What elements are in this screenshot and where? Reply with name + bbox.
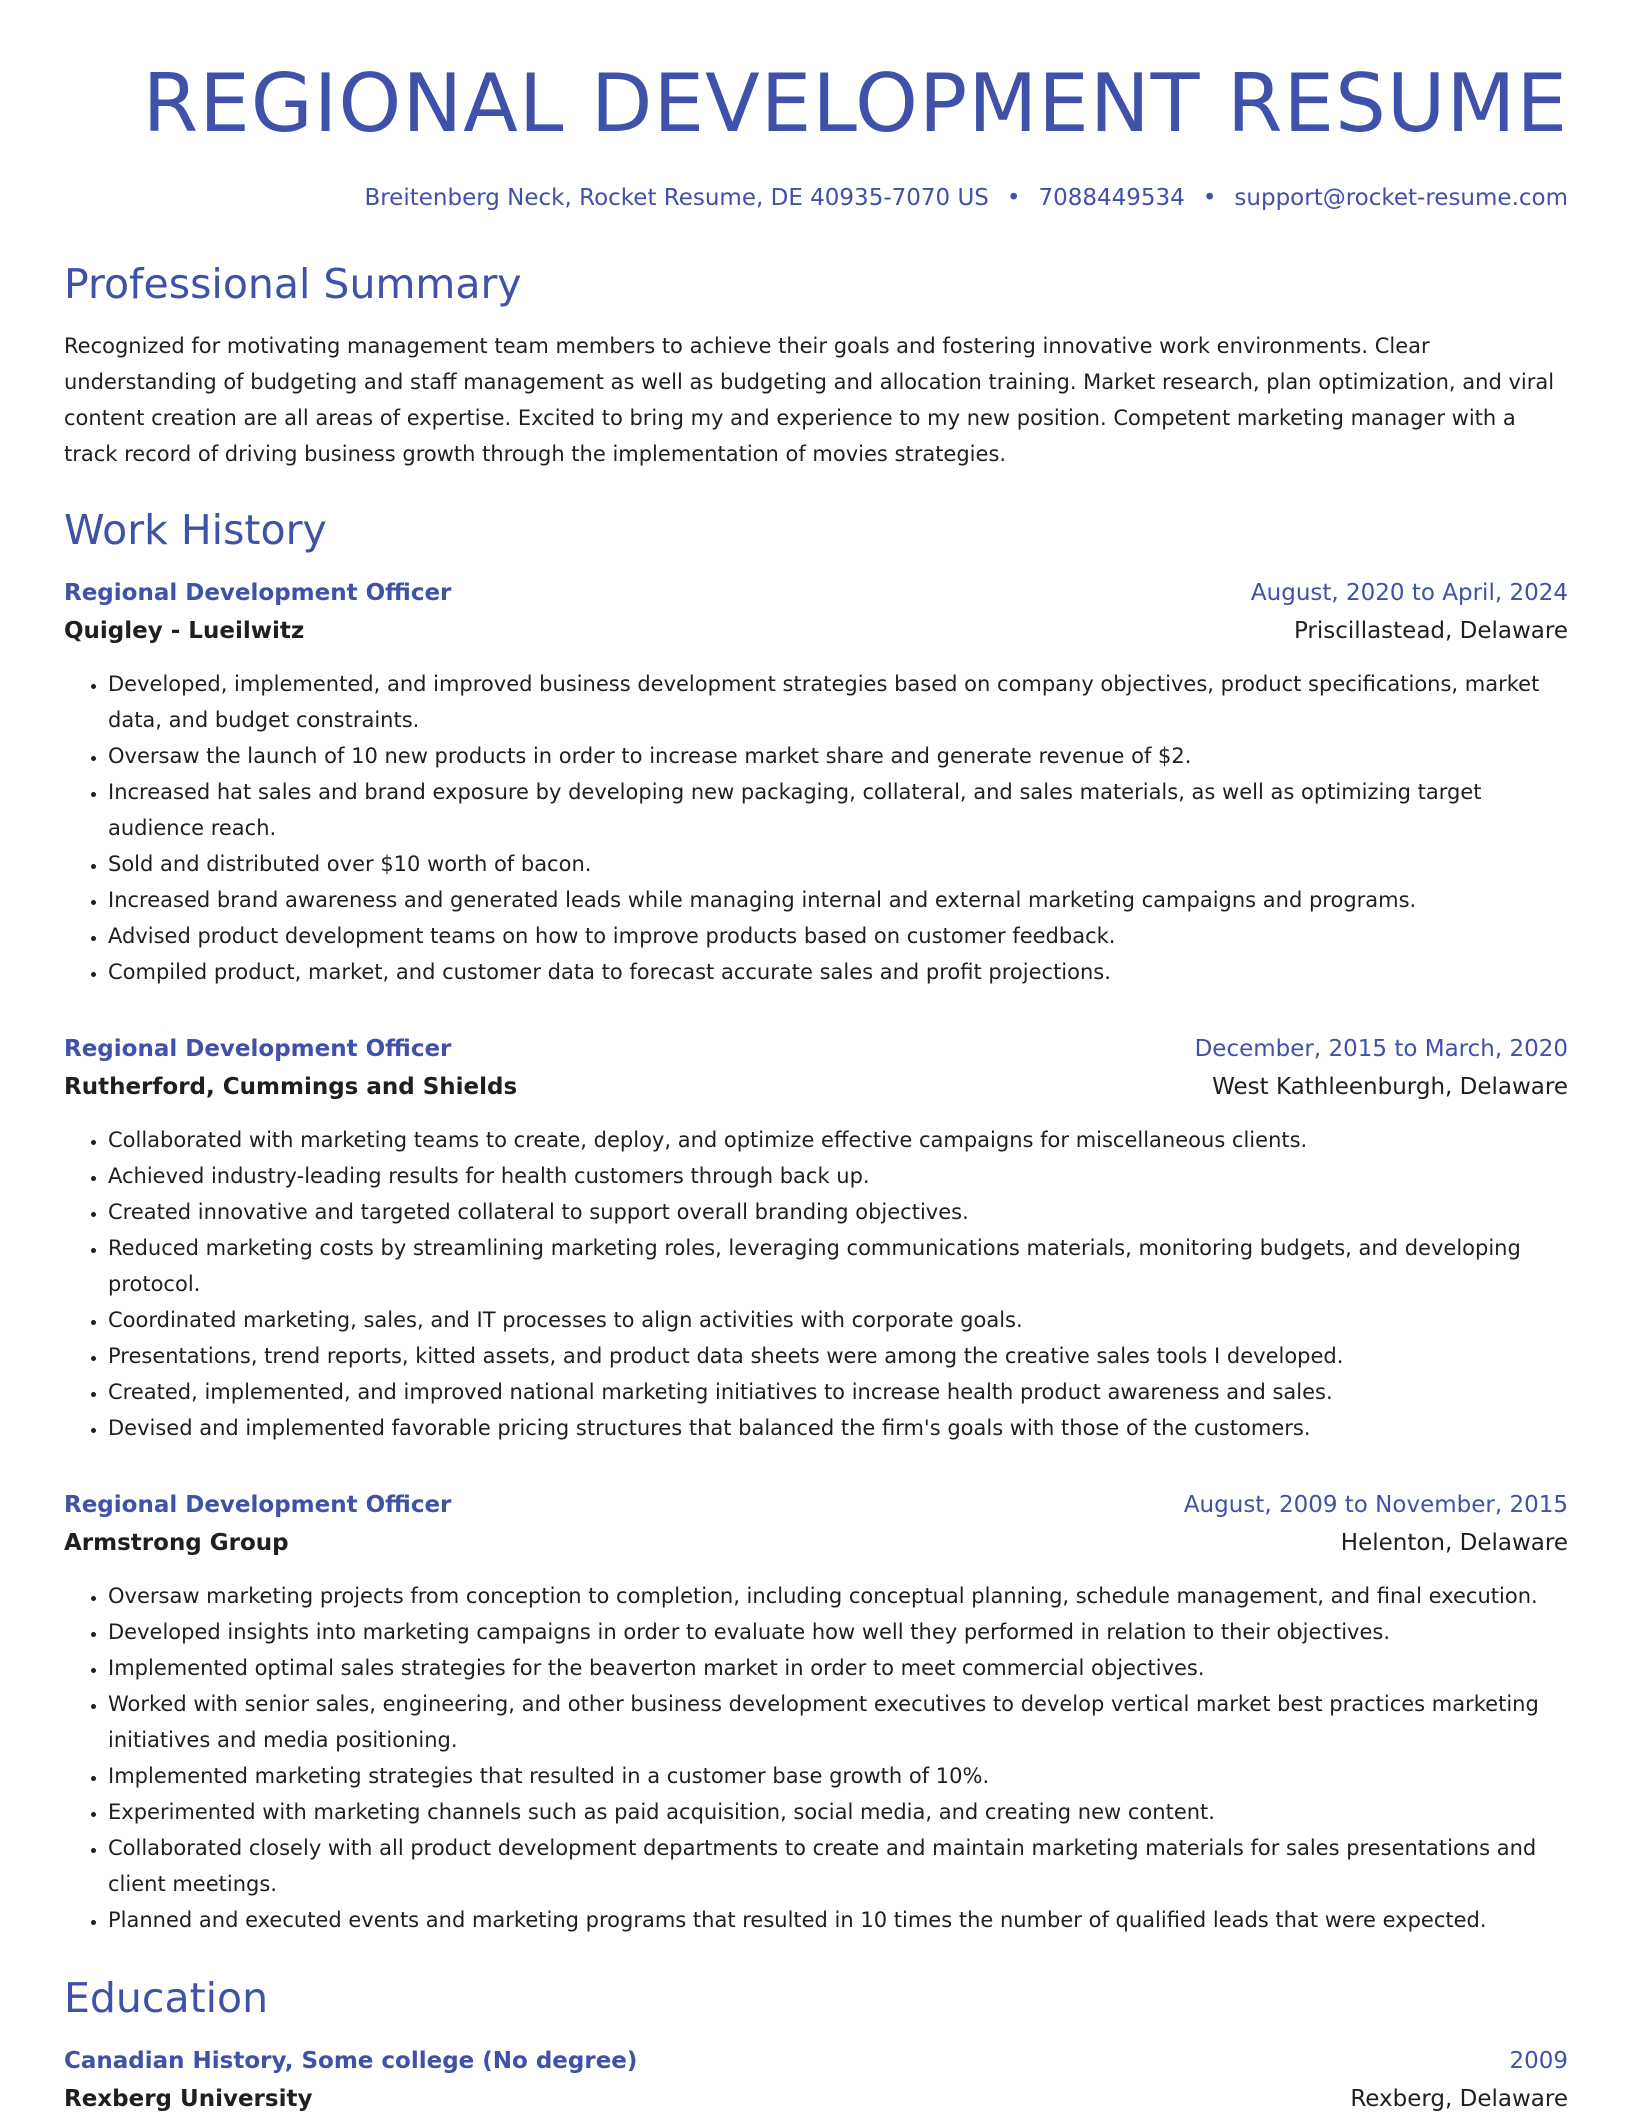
education-school: Rexberg University [64,2086,313,2112]
bullet-item: • Presentations, trend reports, kitted assets, and product data sheets were among the creative sales tools I developed. [108,1338,1568,1374]
bullet-item: • Implemented optimal sales strategies for the beaverton market in order to meet commercial objectives. [108,1650,1568,1686]
job-location: Priscillastead, Delaware [1293,618,1568,644]
job-role: Regional Development Officer [64,1492,452,1518]
job-entry [64,1486,1568,1938]
bullet-item: • Increased hat sales and brand exposure by developing new packaging, collateral, and sales materials, as well as optimizing target audience reach. [108,774,1568,846]
job-dates: August, 2020 to April, 2024 [1250,580,1568,606]
bullet-item: • Oversaw marketing projects from conception to completion, including conceptual planning, schedule management, and final execution. [108,1578,1568,1614]
job-company: Rutherford, Cummings and Shields [64,1074,518,1100]
education-section [64,1970,1568,2118]
job-dates: August, 2009 to November, 2015 [1183,1492,1568,1518]
job-location: Helenton, Delaware [1340,1530,1568,1556]
bullet-item: • Sold and distributed over $10 worth of bacon. [108,846,1568,882]
professional-summary-section [64,256,1568,472]
section-heading: Education [64,1974,269,2022]
job-company: Quigley - Lueilwitz [64,618,305,644]
job-company: Armstrong Group [64,1530,289,1556]
bullet-item: • Experimented with marketing channels such as paid acquisition, social media, and creating new content. [108,1794,1568,1830]
education-entry [64,2042,1568,2118]
work-history-section [64,502,1568,1938]
resume-title: REGIONAL DEVELOPMENT RESUME [142,57,1568,150]
job-role: Regional Development Officer [64,1036,452,1062]
job-entry [64,574,1568,990]
section-heading: Professional Summary [64,260,522,308]
education-year: 2009 [1509,2048,1568,2074]
job-role: Regional Development Officer [64,580,452,606]
bullet-item: • Devised and implemented favorable pricing structures that balanced the firm's goals with those of the customers. [108,1410,1568,1446]
bullet-item: • Collaborated with marketing teams to create, deploy, and optimize effective campaigns for miscellaneous clients. [108,1122,1568,1158]
bullet-item: • Developed insights into marketing campaigns in order to evaluate how well they performed in relation to their objectives. [108,1614,1568,1650]
bullet-item: • Developed, implemented, and improved business development strategies based on company objectives, product specifications, market data, and budget constraints. [108,666,1568,738]
contact-phone: 7088449534 [1038,185,1185,211]
contact-email: support@rocket-resume.com [1234,185,1568,211]
education-location: Rexberg, Delaware [1350,2086,1568,2112]
contact-line [64,182,1568,214]
bullet-item: • Increased brand awareness and generated leads while managing internal and external marketing campaigns and programs. [108,882,1568,918]
job-dates: December, 2015 to March, 2020 [1194,1036,1568,1062]
education-degree: Canadian History, Some college (No degree) [64,2048,638,2074]
contact-separator: • [1006,185,1021,211]
bullet-item: • Advised product development teams on how to improve products based on customer feedback. [108,918,1568,954]
bullet-item: • Created, implemented, and improved national marketing initiatives to increase health product awareness and sales. [108,1374,1568,1410]
section-heading: Work History [64,506,327,554]
bullet-item: • Collaborated closely with all product development departments to create and maintain marketing materials for sales presentations and client meetings. [108,1830,1568,1902]
summary-text: Recognized for motivating management team members to achieve their goals and fostering innovative work environments. Clear understanding of budgeting and staff management as well as budgeting and allocation training. Market research, plan optimization, and viral content creation are all areas of expertise. Excited to bring my and experience to my new position. Competent marketing manager with a track record of driving business growth through the implementation of movies strategies. [64,334,1555,466]
bullet-item: • Implemented marketing strategies that resulted in a customer base growth of 10%. [108,1758,1568,1794]
bullet-item: • Coordinated marketing, sales, and IT processes to align activities with corporate goals. [108,1302,1568,1338]
job-location: West Kathleenburgh, Delaware [1212,1074,1568,1100]
bullet-item: • Achieved industry-leading results for health customers through back up. [108,1158,1568,1194]
bullet-item: • Created innovative and targeted collateral to support overall branding objectives. [108,1194,1568,1230]
job-entry [64,1030,1568,1446]
contact-separator: • [1202,185,1217,211]
bullet-item: • Reduced marketing costs by streamlining marketing roles, leveraging communications materials, monitoring budgets, and developing protocol. [108,1230,1568,1302]
bullet-item: • Worked with senior sales, engineering, and other business development executives to develop vertical market best practices marketing initiatives and media positioning. [108,1686,1568,1758]
bullet-item: • Oversaw the launch of 10 new products in order to increase market share and generate revenue of $2. [108,738,1568,774]
resume-header [64,0,1568,214]
bullet-item: • Compiled product, market, and customer data to forecast accurate sales and profit projections. [108,954,1568,990]
contact-address: Breitenberg Neck, Rocket Resume, DE 40935-7070 US [364,185,989,211]
job-bullets [64,1578,1568,1938]
job-bullets [64,666,1568,990]
bullet-item: • Planned and executed events and marketing programs that resulted in 10 times the number of qualified leads that were expected. [108,1902,1568,1938]
job-bullets [64,1122,1568,1446]
